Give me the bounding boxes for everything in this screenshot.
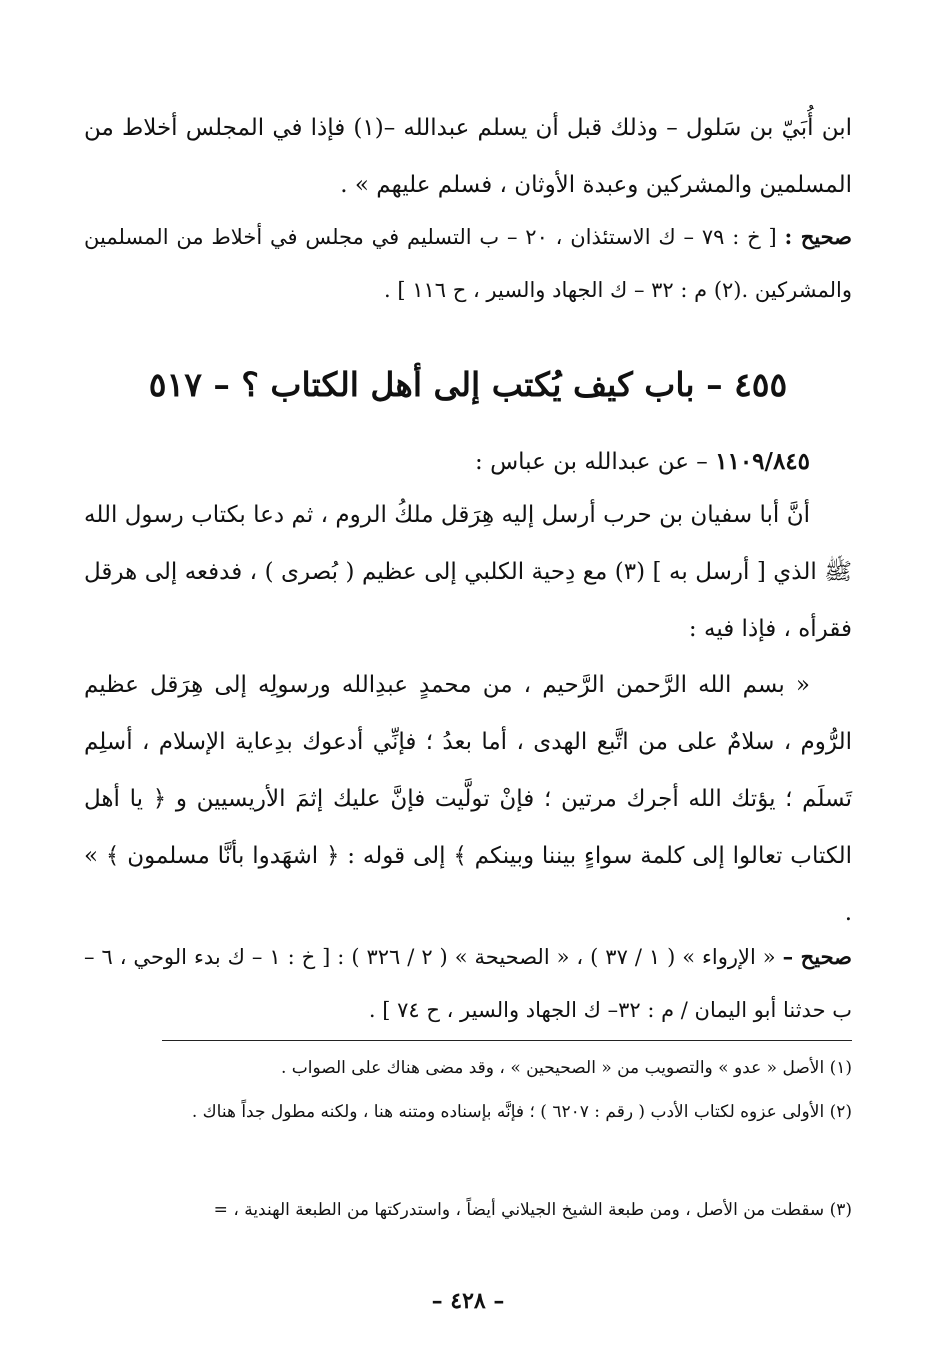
hadith-chain: – عن عبدالله بن عباس :: [475, 449, 716, 475]
grading-paragraph-1: [84, 210, 852, 317]
hadith-paragraph-1: [84, 487, 852, 658]
chapter-title: ٤٥٥ – باب كيف يُكتب إلى أهل الكتاب ؟ – ٥١٧: [148, 365, 788, 404]
chapter-heading: [84, 360, 852, 410]
hadith-header: [84, 442, 852, 482]
continuation-paragraph: [84, 100, 852, 214]
footnote-3: [84, 1188, 852, 1232]
hadith-text-2: « بسم الله الرَّحمن الرَّحيم ، من محمدٍ عبدِالله ورسولِه إلى هِرَقل عظيم الرُّوم ، سلامٌ على من اتَّبع الهدى ، أما بعدُ ؛ فإنِّي أدعوك بدِعاية الإسلام ، أسلِم تَسلَم ؛ يؤتك الله أجرك مرتين ؛ فإنْ تولَّيت فإنَّ عليك إثمَ الأريسيين و ﴿ يا أهل الكتاب تعالوا إلى كلمة سواءٍ بيننا وبينكم ﴾ إلى قوله : ﴿ اشهَدوا بأنَّا مسلمون ﴾ » .: [84, 672, 852, 926]
hadith-paragraph-2: [84, 657, 852, 942]
page-number: – ٤٢٨ –: [431, 1288, 505, 1314]
footnote-3-text: (٣) سقطت من الأصل ، ومن طبعة الشيخ الجيلاني أيضاً ، واستدركتها من الطبعة الهندية ، =: [213, 1200, 852, 1220]
continuation-text: ابن أُبَيّ بن سَلول – وذلك قبل أن يسلم عبدالله –(١) فإذا في المجلس أخلاط من المسلمين والمشركين وعبدة الأوثان ، فسلم عليهم » .: [84, 115, 852, 198]
footnote-1: [84, 1046, 852, 1090]
footnote-separator: [162, 1040, 852, 1041]
hadith-number: ١١٠٩/٨٤٥: [715, 448, 810, 475]
book-page: [84, 0, 852, 1359]
grading-text-2: « الإرواء » ( ١ / ٣٧ ) ، « الصحيحة » ( ٢ / ٣٢٦ ) : [ خ : ١ – ك بدء الوحي ، ٦ – ب حدثنا أبو اليمان / م : ٣٢– ك الجهاد والسير ، ح ٧٤ ] .: [84, 945, 852, 1022]
grading-label-1: صحيح :: [784, 224, 852, 249]
footnote-2: [84, 1090, 852, 1134]
grading-paragraph-2: [84, 930, 852, 1037]
grading-text-1: [ خ : ٧٩ – ك الاستئذان ، ٢٠ – ب التسليم في مجلس في أخلاط من المسلمين والمشركين .(٢) م : ٣٢ – ك الجهاد والسير ، ح ١١٦ ] .: [84, 225, 852, 302]
grading-label-2: صحيح –: [782, 944, 852, 969]
footnote-1-text: (١) الأصل « عدو » والتصويب من « الصحيحين » ، وقد مضى هناك على الصواب .: [280, 1058, 852, 1078]
hadith-text-1: أنَّ أبا سفيان بن حرب أرسل إليه هِرَقل ملكُ الروم ، ثم دعا بكتاب رسول الله ﷺ الذي [ أرسل به ] (٣) مع دِحية الكلبي إلى عظيم ( بُصرى ) ، فدفعه إلى هرقل فقرأه ، فإذا فيه :: [84, 502, 852, 642]
footnote-2-text: (٢) الأولى عزوه لكتاب الأدب ( رقم : ٦٢٠٧ ) ؛ فإنَّه بإسناده ومتنه هنا ، ولكنه مطول جداً هناك .: [191, 1102, 852, 1122]
